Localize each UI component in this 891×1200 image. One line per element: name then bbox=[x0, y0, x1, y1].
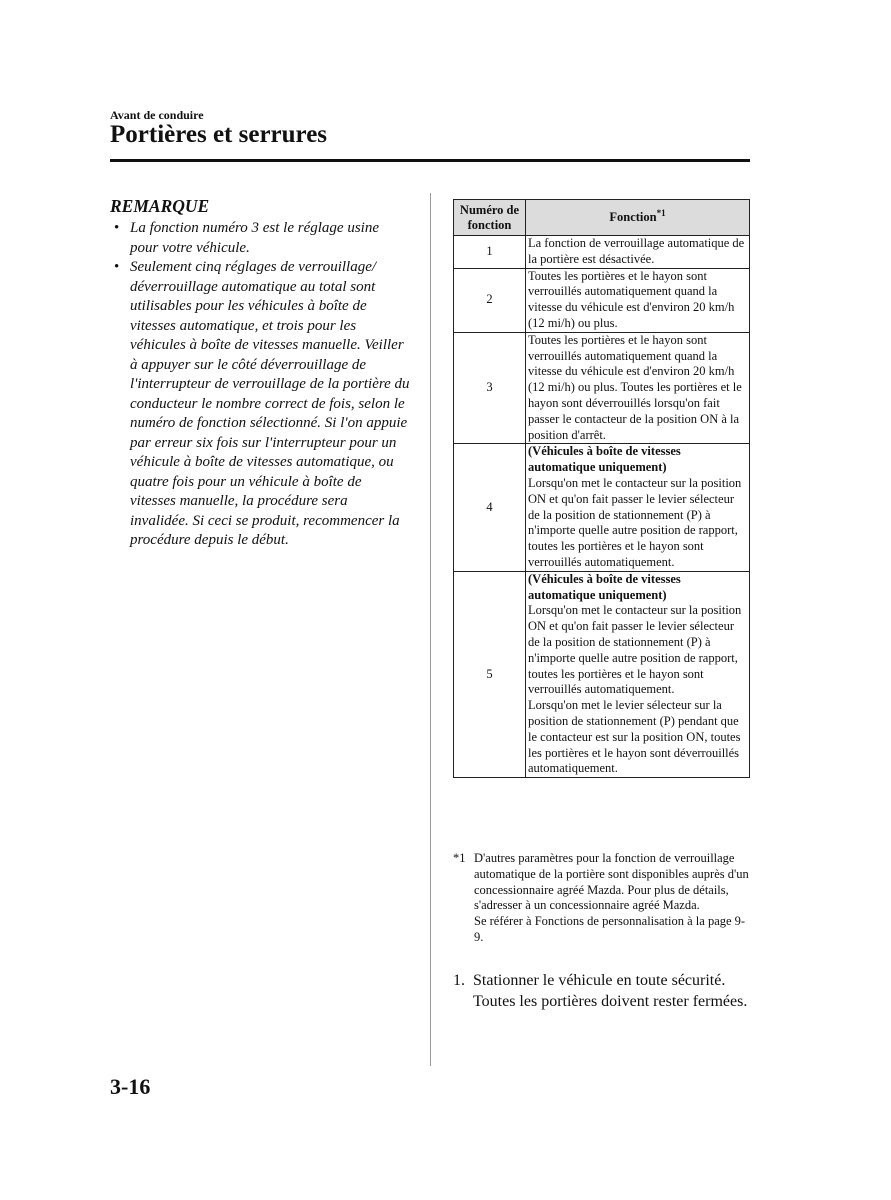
function-condition: (Véhicules à boîte de vitesses automatique uniquement) bbox=[528, 571, 681, 602]
function-text: Lorsqu'on met le contacteur sur la position ON et qu'on fait passer le levier sélecteur de la position de stationnement (P) à n'importe quelle autre position de rapport, toutes les portières et le hayon sont verrouillés automatiquement. bbox=[528, 475, 742, 569]
header-function: Fonction$^{*1}$ bbox=[526, 200, 750, 236]
function-description: Toutes les portières et le hayon sont verrouillés automatiquement quand la vitesse du véhicule est d'environ 20 km/h (12 mi/h) ou plus. bbox=[526, 268, 750, 332]
note-item: • Seulement cinq réglages de verrouillage/ déverrouillage automatique au total sont utilisables pour les véhicules à boîte de vitesses automatique, et trois pour les véhicules à boîte de vitesses manuelle. Veiller à appuyer sur le côté déverrouillage de l'interrupteur de verrouillage de la portière du conducteur le nombre correct de fois, selon le numéro de fonction sélectionné. Si l'on appuie par erreur six fois sur l'interrupteur pour un véhicule à boîte de vitesses automatique, ou quatre fois pour un véhicule à boîte de vitesses manuelle, la procédure sera invalidée. Si ceci se produit, recommencer la procédure depuis le début. bbox=[110, 258, 410, 551]
footnote-text: D'autres paramètres pour la fonction de verrouillage automatique de la portière sont disponibles auprès d'un concessionnaire agréé Mazda. Pour plus de détails, s'adresser à un concessionnaire agréé Mazda. bbox=[474, 851, 749, 913]
table-row bbox=[454, 236, 750, 269]
function-condition: (Véhicules à boîte de vitesses automatique uniquement) bbox=[528, 444, 681, 475]
step-item bbox=[453, 971, 753, 1012]
column-divider bbox=[430, 193, 431, 1066]
function-description bbox=[526, 571, 750, 777]
header-number: Numéro de fonction bbox=[454, 200, 526, 236]
step-text: Stationner le véhicule en toute sécurité. Toutes les portières doivent rester fermées. bbox=[473, 972, 748, 1010]
footnote-reference: Se référer à Fonctions de personnalisation à la page 9-9. bbox=[474, 914, 746, 944]
function-description: La fonction de verrouillage automatique de la portière est désactivée. bbox=[526, 236, 750, 269]
function-number: 2 bbox=[454, 268, 526, 332]
note-heading: REMARQUE bbox=[110, 196, 210, 216]
footnote bbox=[453, 851, 753, 946]
function-number: 1 bbox=[454, 236, 526, 269]
footnote-mark: *1 bbox=[453, 851, 466, 865]
table-row bbox=[454, 571, 750, 777]
page-number: 3-16 bbox=[110, 1074, 151, 1099]
table-row bbox=[454, 444, 750, 571]
table-header-row bbox=[454, 200, 750, 236]
section-label: Avant de conduire bbox=[110, 108, 204, 122]
function-text: Lorsqu'on met le levier sélecteur sur la position de stationnement (P) pendant que le contacteur est sur la position ON, toutes les portières et le hayon sont déverrouillés automatiquement. bbox=[528, 698, 741, 776]
note-list bbox=[110, 219, 410, 551]
function-table bbox=[453, 199, 750, 778]
page-title: Portières et serrures bbox=[110, 121, 328, 148]
function-text: Lorsqu'on met le contacteur sur la position ON et qu'on fait passer le levier sélecteur de la position de stationnement (P) à n'importe quelle autre position de rapport, toutes les portières et le hayon sont verrouillés automatiquement. bbox=[528, 603, 742, 697]
function-description bbox=[526, 444, 750, 571]
function-number: 4 bbox=[454, 444, 526, 571]
function-description: Toutes les portières et le hayon sont verrouillés automatiquement quand la vitesse du véhicule est d'environ 20 km/h (12 mi/h) ou plus. Toutes les portières et le hayon sont déverrouillés lorsqu'on fait passer le contacteur de la position ON à la position d'arrêt. bbox=[526, 332, 750, 444]
table-row bbox=[454, 268, 750, 332]
function-number: 5 bbox=[454, 571, 526, 777]
note-box bbox=[110, 196, 410, 551]
title-rule bbox=[110, 159, 750, 162]
note-item: • La fonction numéro 3 est le réglage usine pour votre véhicule. bbox=[110, 219, 410, 258]
step-number: 1. bbox=[453, 972, 465, 989]
table-row bbox=[454, 332, 750, 444]
footnote-marker: *1 bbox=[656, 207, 666, 218]
function-number: 3 bbox=[454, 332, 526, 444]
